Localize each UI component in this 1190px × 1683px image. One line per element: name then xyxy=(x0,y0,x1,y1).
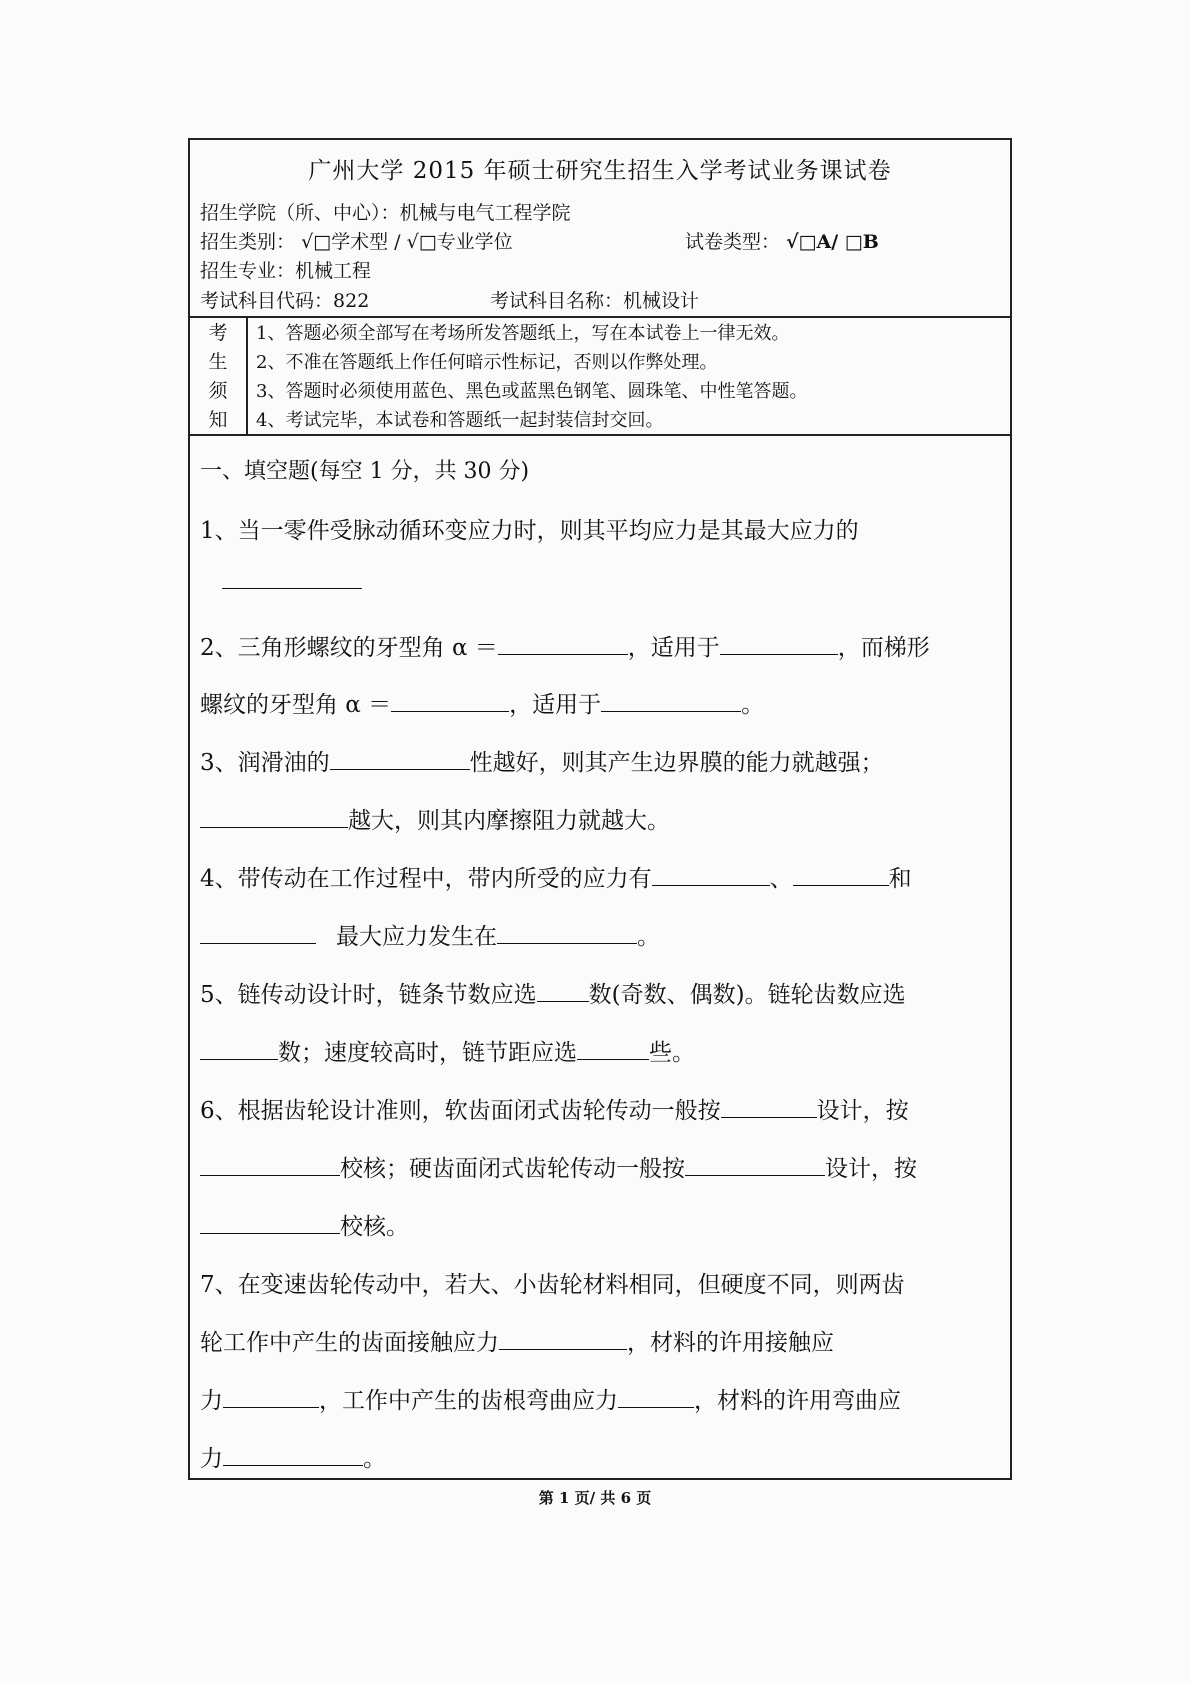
subject-code-line xyxy=(200,286,369,313)
question-text: 些。 xyxy=(649,1040,695,1066)
question-text: 最大应力发生在 xyxy=(336,924,497,950)
category-line xyxy=(200,227,513,254)
question-5-line-2 xyxy=(200,1034,695,1067)
question-text: 。 xyxy=(741,692,765,718)
answer-blank xyxy=(720,632,838,655)
question-5-line-1 xyxy=(200,976,906,1009)
major-value: 机械工程 xyxy=(295,260,372,282)
answer-blank xyxy=(200,805,348,828)
question-text: 6、根据齿轮设计准则，软齿面闭式齿轮传动一般按 xyxy=(200,1098,721,1124)
paper-type-value: √□A/ □B xyxy=(786,231,879,253)
answer-blank xyxy=(601,689,741,712)
notice-label xyxy=(190,316,248,434)
question-1-line-2 xyxy=(222,566,362,595)
question-text: 4、带传动在工作过程中，带内所受的应力有 xyxy=(200,866,652,892)
question-text: 5、链传动设计时，链条节数应选 xyxy=(200,982,537,1008)
question-4-line-2 xyxy=(200,918,660,951)
notice-item: 4、考试完毕，本试卷和答题纸一起封装信封交回。 xyxy=(256,410,664,431)
notice-char: 考 xyxy=(208,322,228,344)
answer-blank xyxy=(721,1095,817,1118)
notice-item: 2、不准在答题纸上作任何暗示性标记，否则以作弊处理。 xyxy=(256,352,718,373)
question-7-line-4 xyxy=(200,1440,386,1473)
question-text: ，材料的许用接触应 xyxy=(627,1330,834,1356)
question-7-line-1 xyxy=(200,1266,905,1299)
question-text: 螺纹的牙型角 α ＝ xyxy=(200,692,392,718)
exam-title: 广州大学 2015 年硕士研究生招生入学考试业务课试卷 xyxy=(308,158,892,184)
question-text: 力 xyxy=(200,1446,223,1472)
question-text: 设计，按 xyxy=(816,1098,909,1124)
question-2-line-2 xyxy=(200,686,764,719)
question-text: 数；速度较高时，链节距应选 xyxy=(278,1040,577,1066)
category-value: √□学术型 / √□专业学位 xyxy=(301,231,513,253)
question-1-line-1 xyxy=(200,512,859,545)
notice-char: 知 xyxy=(208,409,228,431)
answer-blank xyxy=(200,1211,340,1234)
question-3-line-1 xyxy=(200,744,884,777)
answer-blank xyxy=(652,863,770,886)
question-text: 2、三角形螺纹的牙型角 α ＝ xyxy=(200,635,498,661)
answer-blank xyxy=(200,921,316,944)
question-7-line-2 xyxy=(200,1324,834,1357)
category-label: 招生类别： xyxy=(200,231,296,253)
answer-blank xyxy=(330,747,470,770)
subject-label: 考试科目名称： xyxy=(490,290,624,312)
question-text: 设计，按 xyxy=(825,1156,917,1182)
answer-blank xyxy=(391,689,509,712)
question-text: 7、在变速齿轮传动中，若大、小齿轮材料相同，但硬度不同，则两齿 xyxy=(200,1272,905,1298)
question-text: ，而梯形 xyxy=(837,635,930,661)
major-line xyxy=(200,256,371,283)
question-7-line-3 xyxy=(200,1382,901,1415)
answer-blank xyxy=(498,632,628,655)
question-text: 力 xyxy=(200,1388,223,1414)
question-2-line-1 xyxy=(200,629,930,662)
code-value: 822 xyxy=(333,290,370,312)
question-6-line-2 xyxy=(200,1150,917,1183)
answer-blank xyxy=(200,1153,340,1176)
question-text: ，工作中产生的齿根弯曲应力 xyxy=(319,1388,618,1414)
question-3-line-2 xyxy=(200,802,670,835)
question-text: 、 xyxy=(769,866,793,892)
question-text: ，材料的许用弯曲应 xyxy=(694,1388,901,1414)
question-text: 越大，则其内摩擦阻力就越大。 xyxy=(348,808,670,834)
question-6-line-3 xyxy=(200,1208,409,1241)
answer-blank xyxy=(222,566,362,589)
answer-blank xyxy=(499,1327,627,1350)
answer-blank xyxy=(200,1037,278,1060)
question-text: 3、润滑油的 xyxy=(200,750,330,776)
question-text: 数(奇数、偶数)。链轮齿数应选 xyxy=(588,982,906,1008)
candidate-notice xyxy=(190,316,1010,436)
answer-blank xyxy=(497,921,637,944)
subject-value: 机械设计 xyxy=(623,290,700,312)
question-4-line-1 xyxy=(200,860,912,893)
code-label: 考试科目代码： xyxy=(200,290,334,312)
answer-blank xyxy=(685,1153,825,1176)
notice-item: 3、答题时必须使用蓝色、黑色或蓝黑色钢笔、圆珠笔、中性笔答题。 xyxy=(256,381,808,402)
notice-char: 生 xyxy=(208,351,228,373)
question-text: 校核。 xyxy=(340,1214,409,1240)
question-text: 1、当一零件受脉动循环变应力时，则其平均应力是其最大应力的 xyxy=(200,518,859,544)
paper-type-line xyxy=(685,227,879,254)
exam-header xyxy=(190,140,1010,318)
answer-blank xyxy=(223,1443,363,1466)
answer-blank xyxy=(537,979,589,1002)
question-text: ，适用于 xyxy=(627,635,720,661)
answer-blank xyxy=(793,863,889,886)
college-value: 机械与电气工程学院 xyxy=(399,202,571,224)
question-text: 。 xyxy=(363,1446,386,1472)
question-text: 。 xyxy=(637,924,660,950)
question-text: 校核；硬齿面闭式齿轮传动一般按 xyxy=(340,1156,685,1182)
college-label: 招生学院（所、中心）： xyxy=(200,202,400,224)
question-text: 轮工作中产生的齿面接触应力 xyxy=(200,1330,499,1356)
notice-char: 须 xyxy=(208,380,228,402)
section-title: 一、填空题(每空 1 分，共 30 分) xyxy=(200,459,530,484)
question-6-line-1 xyxy=(200,1092,909,1125)
college-line xyxy=(200,198,571,225)
answer-blank xyxy=(223,1385,319,1408)
page-number: 第 1 页/ 共 6 页 xyxy=(538,1489,652,1507)
major-label: 招生专业： xyxy=(200,260,296,282)
question-text: ，适用于 xyxy=(509,692,602,718)
paper-type-label: 试卷类型： xyxy=(685,231,781,253)
answer-blank xyxy=(618,1385,694,1408)
exam-sheet xyxy=(188,138,1012,1480)
notice-item: 1、答题必须全部写在考场所发答题纸上，写在本试卷上一律无效。 xyxy=(256,323,790,344)
question-text: 性越好，则其产生边界膜的能力就越强； xyxy=(469,750,884,776)
question-text: 和 xyxy=(888,866,912,892)
subject-name-line xyxy=(490,286,699,313)
answer-blank xyxy=(577,1037,649,1060)
